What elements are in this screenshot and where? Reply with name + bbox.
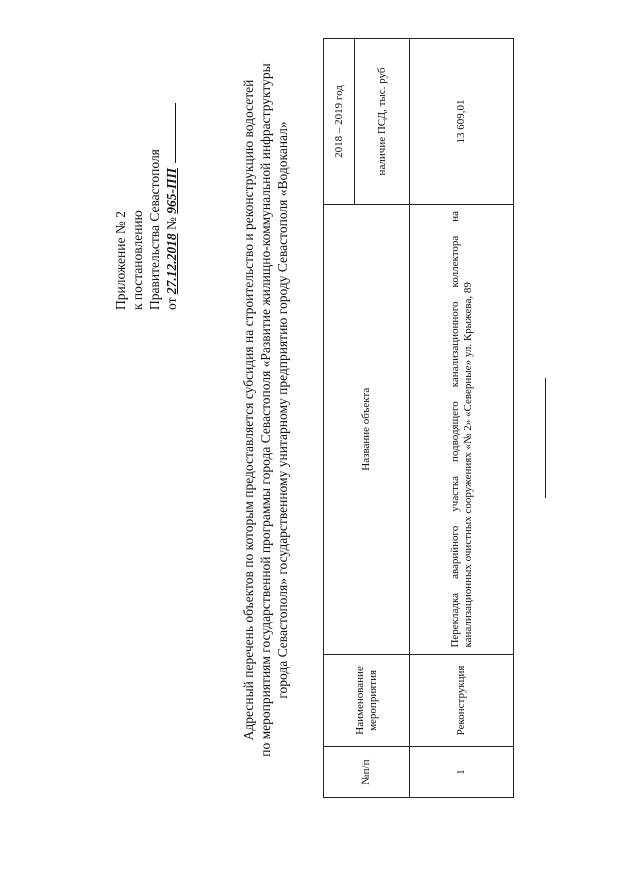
row-value: 13 609,01: [410, 39, 514, 205]
title-line-2: по мероприятиям государственной программы города Севастополя «Развитие жилищно-коммунальной инфраструктуры: [258, 63, 273, 757]
header-value: наличие ПСД, тыс. руб: [355, 39, 410, 205]
date-prefix: от: [164, 297, 179, 310]
appendix-title: Приложение № 2: [113, 211, 128, 310]
row-action: Реконструкция: [410, 654, 514, 747]
closing-separator: [545, 378, 546, 498]
handwritten-date: 27.12.2018: [164, 233, 179, 295]
number-prefix: №: [164, 217, 179, 231]
row-num: 1: [410, 747, 514, 798]
title-line-3: города Севастополя» государственному унитарному предприятию городу Севастополя «Водоканал»: [275, 121, 290, 699]
appendix-header: [112, 70, 180, 310]
appendix-date-line: [163, 70, 180, 310]
table-header-row: [324, 39, 355, 798]
appendix-government: Правительства Севастополя: [147, 149, 162, 310]
table-row: [410, 39, 514, 798]
header-action: Наименование мероприятия: [324, 654, 410, 747]
objects-table: [323, 38, 514, 798]
underline-blank: [163, 103, 176, 163]
header-object: Название объекта: [324, 204, 410, 654]
header-num: №п/п: [324, 747, 410, 798]
document-title: [240, 40, 291, 780]
title-line-1: Адресный перечень объектов по которым предоставляется субсидия на строительство и реконструкцию водосетей: [241, 79, 256, 741]
row-object: Перекладка аварийного участка подводящего канализационного коллектора на канализационных очистных сооружениях «№ 2» «Северные» ул. Крыжева, 89: [410, 204, 514, 654]
header-period: 2018 – 2019 год: [324, 39, 355, 205]
appendix-to-resolution: к постановлению: [130, 210, 145, 310]
handwritten-number: 965-ПП: [164, 168, 179, 214]
